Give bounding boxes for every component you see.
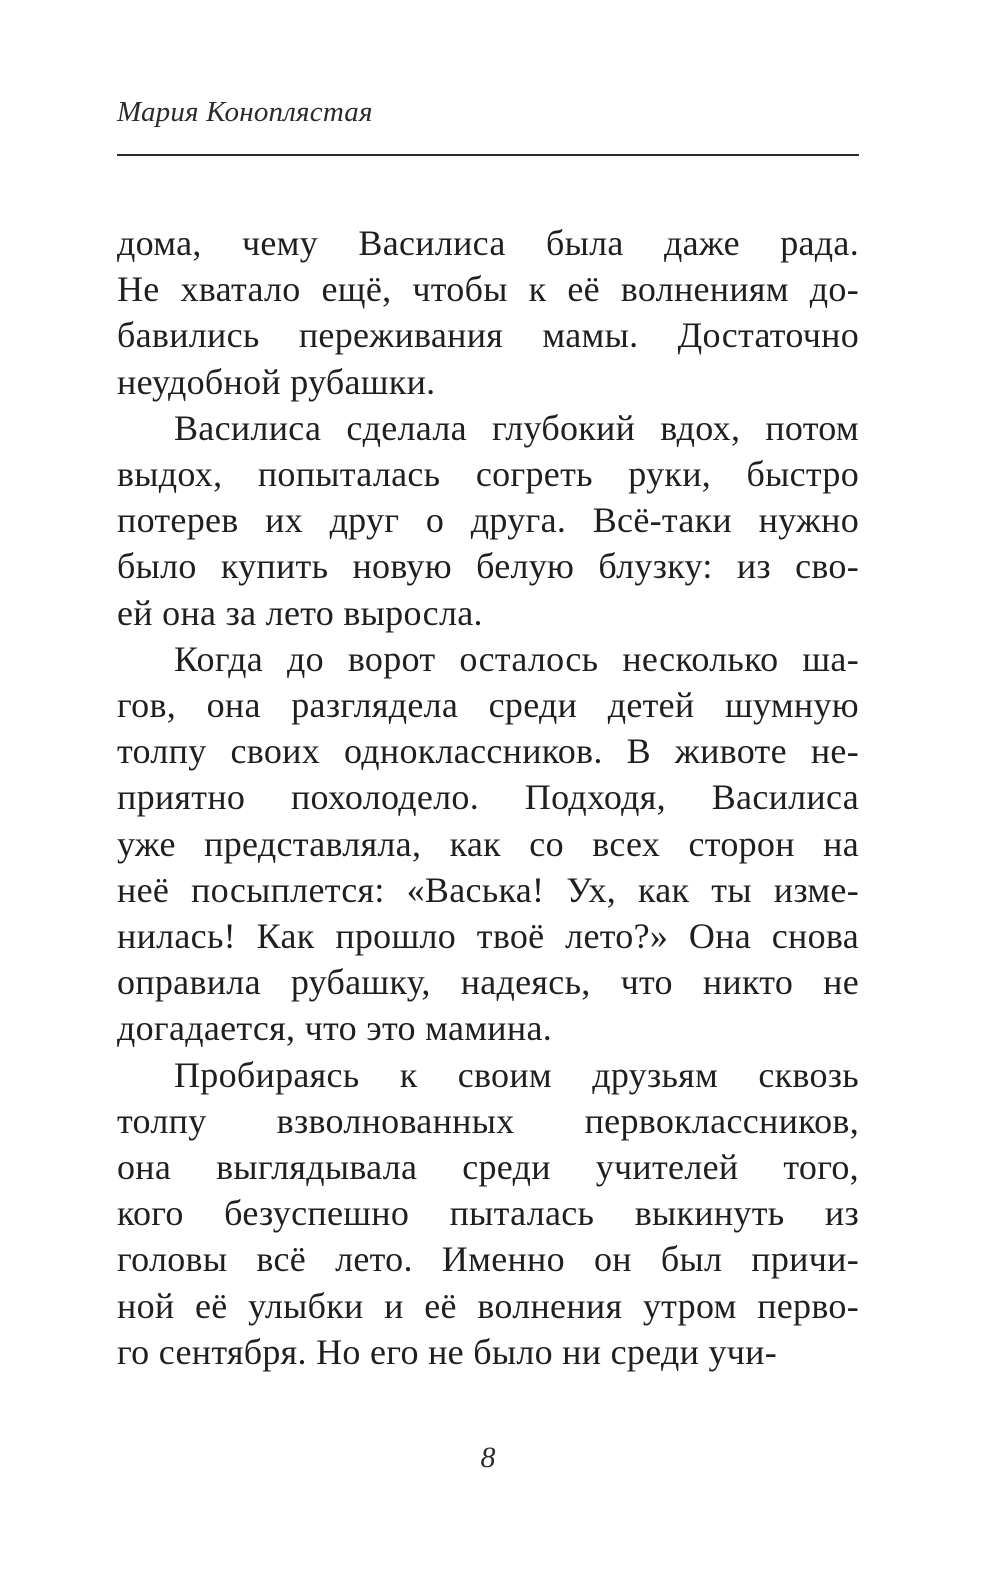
text-line: ей она за лето выросла.	[117, 592, 483, 633]
paragraph	[117, 1052, 859, 1375]
text-line: нилась! Как прошло твоё лето?» Она снова	[117, 916, 859, 957]
paragraph	[117, 405, 859, 636]
page-number: 8	[480, 1441, 496, 1474]
text-line: головы всё лето. Именно он был причи-	[117, 1239, 859, 1280]
text-line: оправила рубашку, надеясь, что никто не	[117, 962, 859, 1003]
text-line: Когда до ворот осталось несколько ша-	[174, 638, 859, 679]
text-line: неё посыплется: «Васька! Ух, как ты изме-	[117, 869, 859, 910]
text-line: бавились переживания мамы. Достаточно	[117, 315, 859, 356]
text-line: кого безуспешно пыталась выкинуть из	[117, 1193, 859, 1234]
text-line: потерев их друг о друга. Всё-таки нужно	[117, 500, 859, 541]
text-line: Пробираясь к своим друзьям сквозь	[174, 1054, 859, 1095]
running-header	[117, 94, 859, 130]
text-line: она выглядывала среди учителей того,	[117, 1147, 859, 1188]
body-text	[117, 220, 859, 1375]
running-head-author: Мария Коноплястая	[117, 96, 373, 128]
text-line: ной её улыбки и её волнения утром перво-	[117, 1285, 859, 1326]
text-line: толпу своих одноклассников. В животе не-	[117, 731, 859, 772]
header-rule	[117, 154, 859, 156]
text-line: неудобной рубашки.	[117, 361, 436, 402]
text-line: го сентября. Но его не было ни среди учи-	[117, 1331, 778, 1372]
text-line: было купить новую белую блузку: из сво-	[117, 546, 859, 587]
text-line: догадается, что это мамина.	[117, 1008, 553, 1049]
text-line: гов, она разглядела среди детей шумную	[117, 685, 859, 726]
text-line: выдох, попыталась согреть руки, быстро	[117, 454, 859, 495]
text-line: Не хватало ещё, чтобы к её волнениям до-	[117, 269, 859, 310]
text-line: дома, чему Василиса была даже рада.	[117, 223, 859, 263]
text-line: уже представляла, как со всех сторон на	[117, 823, 859, 864]
paragraph	[117, 636, 859, 1052]
text-line: Василиса сделала глубокий вдох, потом	[174, 407, 859, 448]
text-line: приятно похолодело. Подходя, Василиса	[117, 777, 859, 818]
text-line: толпу взволнованных первоклассников,	[117, 1100, 859, 1141]
paragraph	[117, 220, 859, 405]
